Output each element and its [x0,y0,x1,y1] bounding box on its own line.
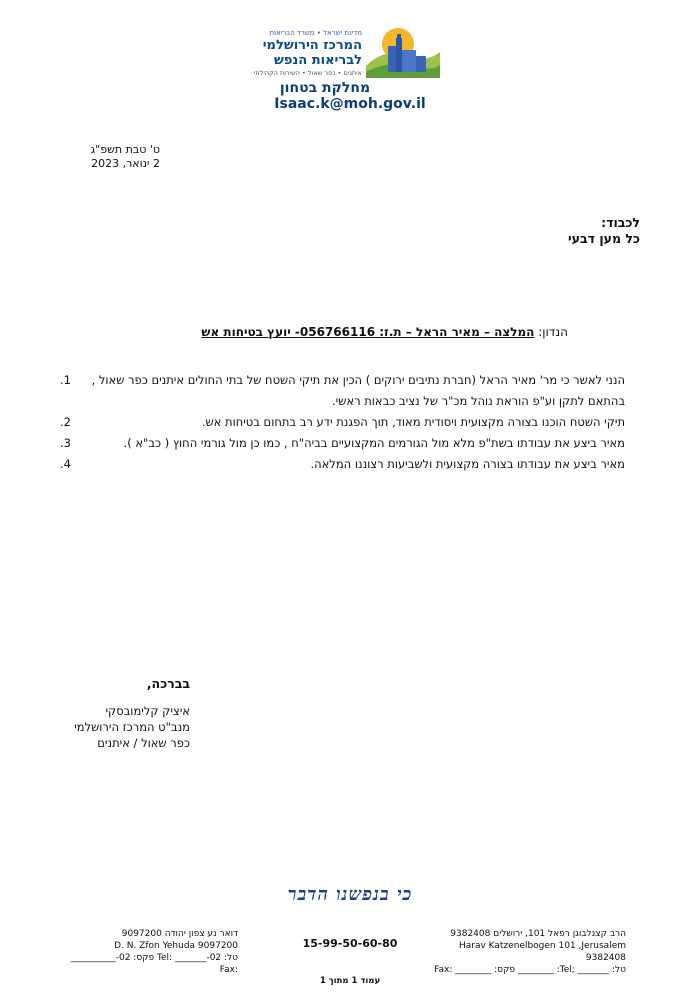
signature-block [40,703,190,751]
logo-ministry: מדינת ישראל • משרד הבריאות [269,29,362,37]
footer-left-line1: דואר נע צפון יהודה 9097200 [121,929,238,939]
hospital-logo-text [240,28,362,79]
hospital-logo-icon [366,26,440,78]
date-hebrew: ט' טבת תשפ"ג [90,143,160,156]
contact-email: Isaac.k@moh.gov.il [274,96,426,112]
footer-address-north [68,928,238,976]
list-item-text: מאיר ביצע את עבודתו בצורה מקצועית ולשביעות רצוננו המלאה. [310,457,625,471]
date-gregorian: 2 ינואר, 2023 [91,157,160,170]
footer-right-line3: טל: _______ ;Tel: ________ פקס: ________ :Fax [434,965,626,975]
list-item [60,412,625,433]
signature-role: מנב"ט המרכז הירושלמי [74,720,190,734]
subject-text: המלצה – מאיר הראל – ת.ז: 056766116- יועץ בטיחות אש [201,325,535,339]
logo-name-line2: לבריאות הנפש [273,53,362,68]
list-item-number: 1. [60,373,71,387]
list-item-text: הנני לאשר כי מר' מאיר הראל (חברת נתיבים ירוקים ) הכין את תיקי השטח של בתי החולים איתנים כפר שאול , בהתאם לתקן וע"פ הוראת נוהל מכ"ר של נציב כבאות ראשי. [91,373,625,408]
list-item [60,370,625,412]
footer-left-line2: D. N. Zfon Yehuda 9097200 [114,941,238,951]
footer-right-line2: Harav Katzenelbogen 101 ,Jerusalem 9382408 [458,941,626,963]
subject-prefix: הנדון: [538,325,568,339]
logo-name-line1: המרכז הירושלמי [262,38,362,53]
footer-right-line1: הרב קצנלבוגן רפאל 101, ירושלים 9382408 [450,929,626,939]
page-number: עמוד 1 מתוך 1 [319,976,381,986]
logo-sites: איתנים • כפר שאול • השירות הקהילתי [253,69,362,77]
subject-line [60,325,568,339]
list-item-text: תיקי השטח הוכנו בצורה מקצועית ויסודית מאוד, תוך הפגנת ידע רב בתחום בטיחות אש. [201,415,625,429]
signature-location: כפר שאול / איתנים [97,736,190,750]
department-name: מחלקת בטחון [279,80,371,96]
footer-address-jerusalem [420,928,626,976]
footer-left-line3: טל: 02-_______ :Tel פקס: 02-__________ :Fax [70,953,238,975]
list-item-number: 3. [60,436,71,450]
signature-greeting: בברכה, [146,676,190,691]
signature-name: איציק קלימובסקי [105,704,190,718]
list-item-number: 2. [60,415,71,429]
footer-slogan: כי בנפשנו הדבר [287,884,413,905]
addressee-label: לכבוד: [601,215,640,230]
footer-phone: 15-99-50-60-80 [302,937,398,950]
body-list [60,370,625,475]
list-item-number: 4. [60,457,71,471]
list-item-text: מאיר ביצע את עבודתו בשת"פ מלא מול הגורמים המקצועיים בביה"ח , כמו כן מול גורמי החוץ ( כב"א ). [123,436,625,450]
list-item [60,433,625,454]
addressee-name: כל מען דבעי [568,231,640,246]
list-item [60,454,625,475]
